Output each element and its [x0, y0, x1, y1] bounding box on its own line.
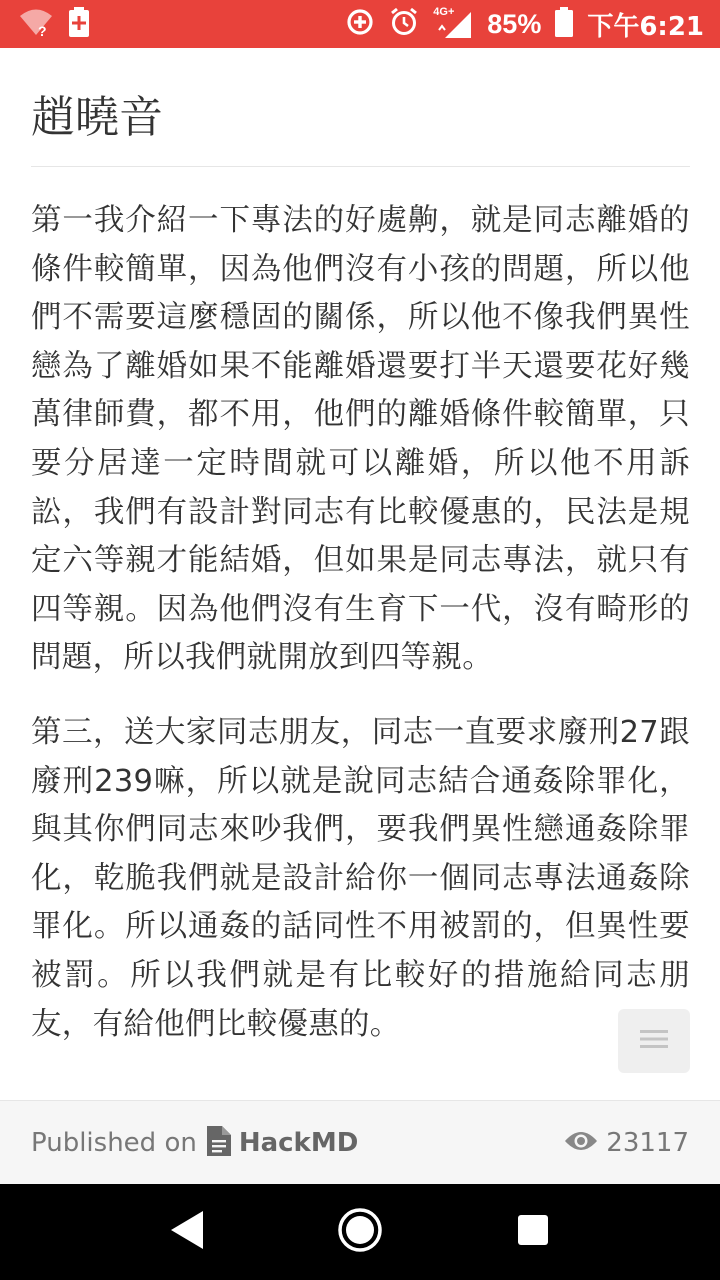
data-saver-icon — [345, 7, 375, 41]
article-paragraph: 第一我介紹一下專法的好處齁，就是同志離婚的條件較簡單，因為他們沒有小孩的問題，所以他們不需要這麼穩固的關係，所以他不像我們異性戀為了離婚如果不能離婚還要打半天還要花好幾萬律師費，都不用，他們的離婚條件較簡單，只要分居達一定時間就可以離婚，所以他不用訴訟，我們有設計對同志有比較優惠的，民法是規定六等親才能結婚，但如果是同志專法，就只有四等親。因為他們沒有生育下一代，沒有畸形的問題，所以我們就開放到四等親。 — [31, 203, 690, 676]
network-type-label: 4G+ — [433, 6, 455, 18]
published-on — [31, 1126, 358, 1160]
article — [31, 48, 690, 1049]
svg-text:?: ? — [38, 23, 47, 37]
home-button[interactable] — [330, 1202, 390, 1262]
footer — [0, 1100, 720, 1184]
back-icon — [167, 1208, 207, 1256]
back-button[interactable] — [157, 1202, 217, 1262]
document-icon — [207, 1126, 231, 1160]
status-right — [345, 6, 704, 43]
article-paragraph: 第三，送大家同志朋友，同志一直要求廢刑27跟廢刑239嘛，所以就是說同志結合通姦除罪化，與其你們同志來吵我們，要我們異性戀通姦除罪化，乾脆我們就是設計給你一個同志專法通姦除罪化。所以通姦的話同性不用被罰的，但異性要被罰。所以我們就是有比較好的措施給同志朋友，有給他們比較優惠的。 — [31, 714, 690, 1042]
status-bar — [0, 0, 720, 48]
signal-icon — [433, 8, 473, 40]
wifi-question-icon — [18, 7, 54, 41]
clock: 下午6:21 — [587, 11, 704, 42]
published-label: Published on — [31, 1127, 197, 1158]
status-left — [18, 6, 90, 42]
eye-icon — [564, 1129, 598, 1157]
battery-icon — [555, 7, 573, 41]
recents-icon — [517, 1214, 549, 1250]
menu-icon — [640, 1029, 668, 1053]
battery-percent: 85% — [487, 8, 542, 39]
battery-plus-icon — [68, 6, 90, 42]
recents-button[interactable] — [503, 1202, 563, 1262]
brand-name: HackMD — [238, 1127, 359, 1158]
hackmd-brand-link[interactable] — [207, 1126, 358, 1160]
article-title: 趙曉音 — [31, 48, 690, 167]
view-counter — [564, 1128, 689, 1158]
navigation-bar — [0, 1184, 720, 1280]
toc-menu-button[interactable] — [618, 1009, 690, 1073]
home-icon — [337, 1207, 383, 1257]
view-count: 23117 — [606, 1127, 689, 1158]
alarm-icon — [389, 7, 419, 41]
